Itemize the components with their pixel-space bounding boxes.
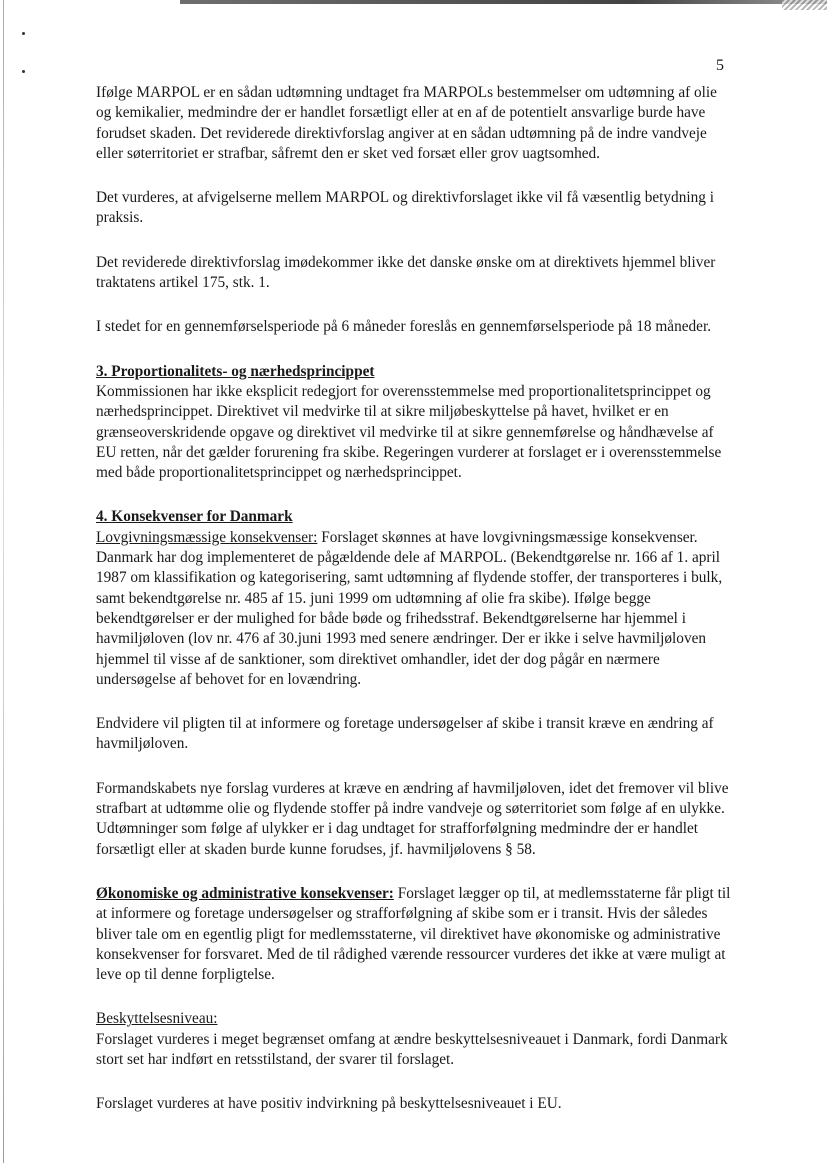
document-body: [96, 83, 736, 1115]
paragraph-text: Forslaget lægger op til, at medlemsstaterne får pligt til at informere og foretage undersøgelser og strafforfølgning af skibe som er i transit. Hvis der således bliver tale om en egentlig pligt for medlemsstaterne, vil direktivet have økonomiske og administrative konsekvenser for forsvaret. Med de til rådighed værende ressourcer vurderes det ikke at være muligt at leve op til denne forpligtelse.: [96, 884, 731, 984]
scan-edge-line: [3, 0, 4, 1163]
paragraph-okonomi: [96, 884, 736, 985]
paragraph-text: Forslaget skønnes at have lovgivningsmæssige konsekvenser. Danmark har dog implementeret de pågældende dele af MARPOL. (Bekendtgørelse nr. 166 af 1. april 1987 om klassifikation og kategorisering, samt udtømning af flydende stoffer, der transporteres i bulk, samt bekendtgørelse nr. 485 af 15. juni 1999 om udtømning af olie fra skibe). Ifølge begge bekendtgørelser er der mulighed for både bøde og frihedsstraf. Bekendtgørelserne har hjemmel i havmiljøloven (lov nr. 476 af 30.juni 1993 med senere ændringer. Der er ikke i selve havmiljøloven hjemmel til visse af de sanktioner, som direktivet omhandler, idet der dog pågår en nærmere undersøgelse af behovet for en lovændring.: [96, 528, 723, 688]
paragraph: Endvidere vil pligten til at informere og foretage undersøgelser af skibe i transit kræve en ændring af havmiljøloven.: [96, 715, 714, 753]
paragraph: Forslaget vurderes i meget begrænset omfang at ændre beskyttelsesniveauet i Danmark, fordi Danmark stort set har indført en retsstilstand, der svarer til forslaget.: [96, 1030, 728, 1068]
paragraph: Ifølge MARPOL er en sådan udtømning undtaget fra MARPOLs bestemmelser om udtømning af olie og kemikalier, medmindre der er handlet forsætligt eller at en af de potentielt ansvarlige burde have forudset skaden. Det reviderede direktivforslag angiver at en sådan udtømning på de indre vandveje eller søterritoriet er strafbar, såfremt den er sket ved forsæt eller grov uagtsomhed.: [96, 84, 717, 162]
scan-speck: [22, 70, 25, 73]
scan-top-edge: [180, 0, 827, 4]
paragraph: Det reviderede direktivforslag imødekommer ikke det danske ønske om at direktivets hjemmel bliver traktatens artikel 175, stk. 1.: [96, 253, 716, 292]
page-number: 5: [716, 57, 724, 74]
paragraph: Det vurderes, at afvigelserne mellem MARPOL og direktivforslaget ikke vil få væsentlig betydning i praksis.: [96, 189, 714, 227]
subheading-lovgivning: Lovgivningsmæssige konsekvenser:: [96, 528, 318, 546]
scan-corner-noise: [782, 0, 827, 10]
paragraph-lovgivning: [96, 528, 736, 690]
section-heading-konsekvenser: 4. Konsekvenser for Danmark: [96, 508, 293, 526]
paragraph: I stedet for en gennemførselsperiode på 6 måneder foreslås en gennemførselsperiode på 18 måneder.: [96, 318, 712, 336]
section-heading-proportionalitet: 3. Proportionalitets- og nærhedsprincippet: [96, 362, 375, 380]
paragraph: Kommissionen har ikke eksplicit redegjort for overensstemmelse med proportionalitetsprincippet og nærhedsprincippet. Direktivet vil medvirke til at sikre miljøbeskyttelse på havet, hvilket er en grænseoverskridende opgave og direktivet vil medvirke til at sikre gennemførelse og håndhævelse af EU retten, når det gælder forurening fra skibe. Regeringen vurderer at forslaget er i overensstemmelse med både proportionalitetsprincippet og nærhedsprincippet.: [96, 382, 722, 482]
paragraph: Forslaget vurderes at have positiv indvirkning på beskyttelsesniveauet i EU.: [96, 1095, 562, 1113]
scan-speck: [22, 32, 25, 35]
subheading-okonomi: Økonomiske og administrative konsekvenser:: [96, 884, 394, 902]
subheading-beskyttelse: Beskyttelsesniveau:: [96, 1010, 218, 1028]
paragraph: Formandskabets nye forslag vurderes at kræve en ændring af havmiljøloven, idet det fremover vil blive strafbart at udtømme olie og flydende stoffer på indre vandveje og søterritoriet som følge af en ulykke. Udtømninger som følge af ulykker er i dag undtaget for strafforfølgning medmindre der er handlet forsætligt eller at skaden burde kunne forudses, jf. havmiljølovens § 58.: [96, 779, 729, 858]
